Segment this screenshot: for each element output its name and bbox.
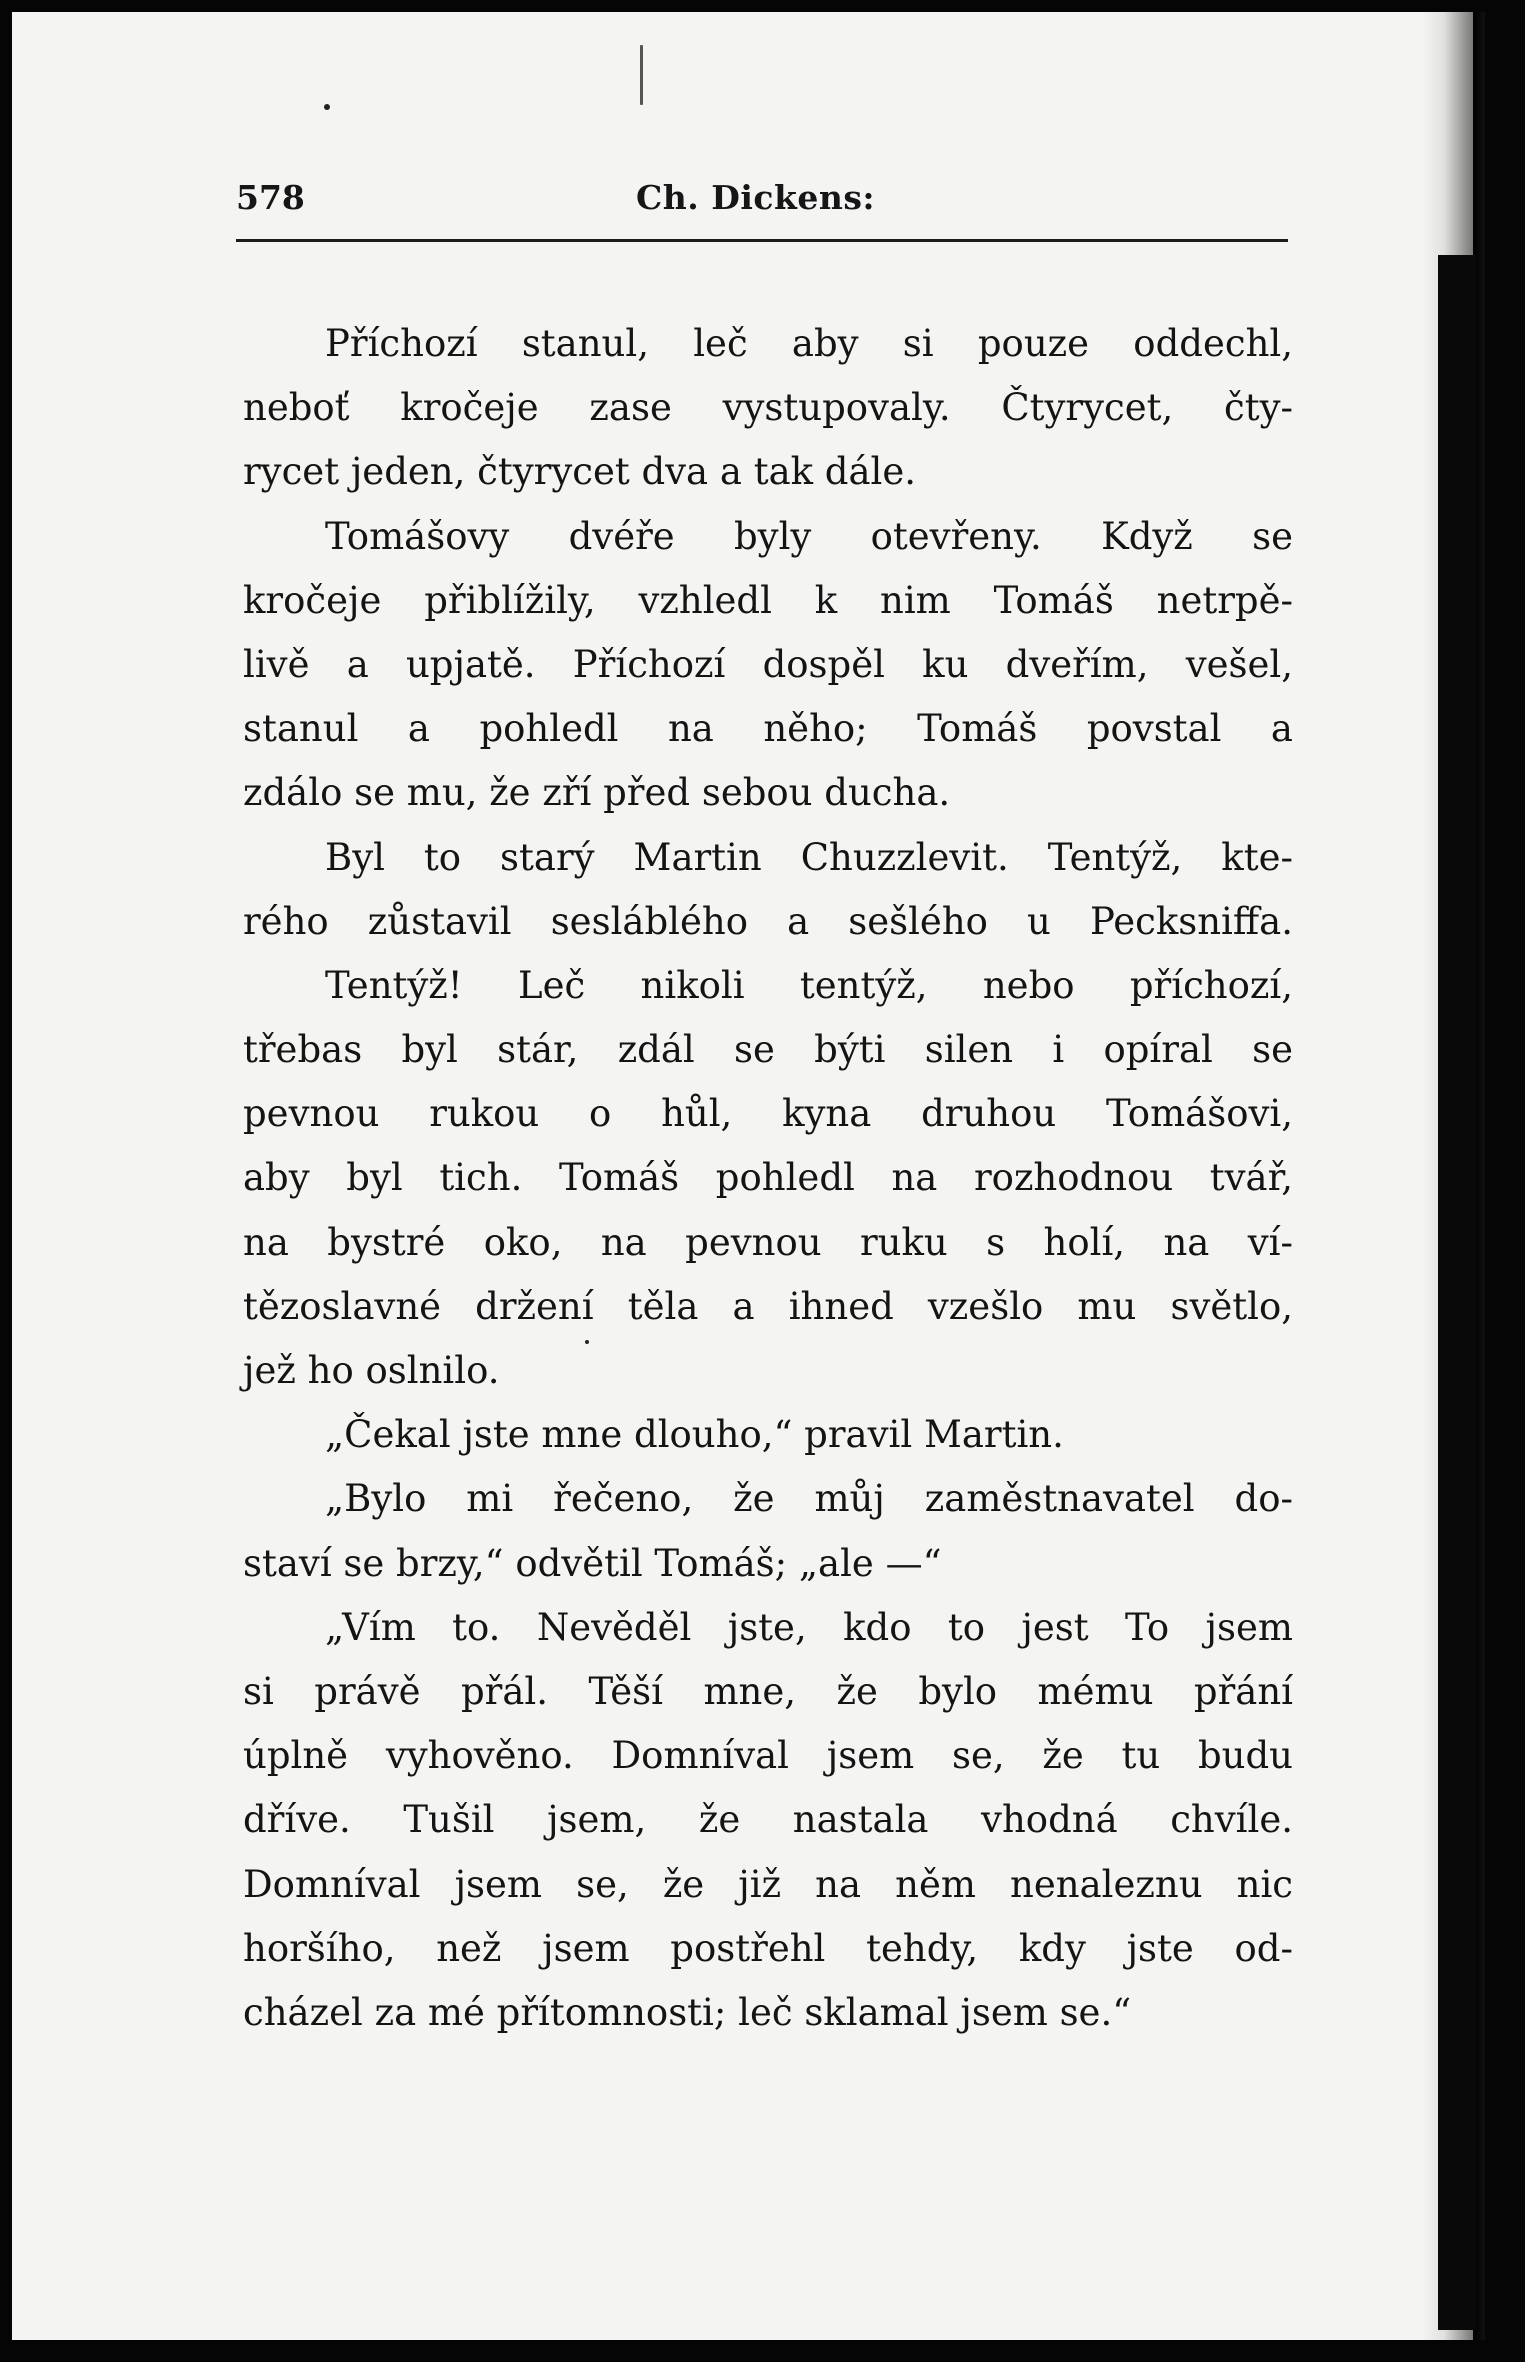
dust-speck [324,104,330,110]
text-line: třebas byl stár, zdál se býti silen i opíral se [243,1028,1293,1072]
running-head: Ch. Dickens: [636,178,876,217]
text-line: na bystré oko, na pevnou ruku s holí, na ví- [243,1220,1293,1264]
text-line: Tomášovy dvéře byly otevřeny. Když se [325,514,1293,558]
text-line: livě a upjatě. Příchozí dospěl ku dveřím, vešel, [243,642,1293,686]
text-line: rého zůstavil seslábléhо a sešlého u Pecksniffa. [243,899,1293,943]
dust-speck [640,45,643,105]
text-line: Příchozí stanul, leč aby si pouze oddechl, [325,322,1293,365]
text-line: si právě přál. Těší mne, že bylo mému přání [243,1669,1293,1713]
body-text [243,312,1293,2045]
text-line: aby byl tich. Tomáš pohledl na rozhodnou tvář, [243,1156,1293,1200]
text-line: Byl to starý Martin Chuzzlevit. Tentýž, kte- [325,835,1293,879]
text-line: kročeje přiblížily, vzhledl k nim Tomáš netrpě- [243,578,1293,622]
text-line: pevnou rukou o hůl, kyna druhou Tomášovi, [243,1092,1293,1136]
text-line: „Čekal jste mne dlouho,“ pravil Martin. [325,1413,1064,1457]
text-line: neboť kročeje zase vystupovaly. Čtyrycet, čty- [243,386,1293,430]
text-line: jež ho oslnilo. [243,1349,500,1392]
text-line: stanul a pohledl na něho; Tomáš povstal a [243,707,1293,751]
text-line: horšího, než jsem postřehl tehdy, kdy jste od- [243,1926,1293,1970]
text-line: Tentýž! Leč nikoli tentýž, nebo příchozí, [325,963,1293,1007]
page-header [236,178,1286,230]
text-line: „Vím to. Nevěděl jste, kdo to jest To jsem [325,1605,1293,1649]
text-line: Domníval jsem se, že již na něm nenaleznu nic [243,1862,1293,1906]
header-rule [236,239,1288,242]
text-line: tězoslavné držení těla a ihned vzešlo mu světlo, [243,1284,1293,1328]
text-line: zdálo se mu, že zří před sebou ducha. [243,771,951,815]
book-edge [1438,255,1476,2330]
page-number: 578 [236,178,305,217]
text-line: úplně vyhověno. Domníval jsem se, že tu budu [243,1734,1293,1778]
text-line: rycet jeden, čtyrycet dva a tak dále. [243,450,917,494]
text-line: dříve. Tušil jsem, že nastala vhodná chvíle. [243,1798,1293,1842]
text-line: „Bylo mi řečeno, že můj zaměstnavatel do- [325,1477,1293,1521]
text-line: cházel za mé přítomnosti; leč sklamal jsem se.“ [243,1990,1132,2034]
text-line: staví se brzy,“ odvětil Tomáš; „ale —“ [243,1541,942,1585]
